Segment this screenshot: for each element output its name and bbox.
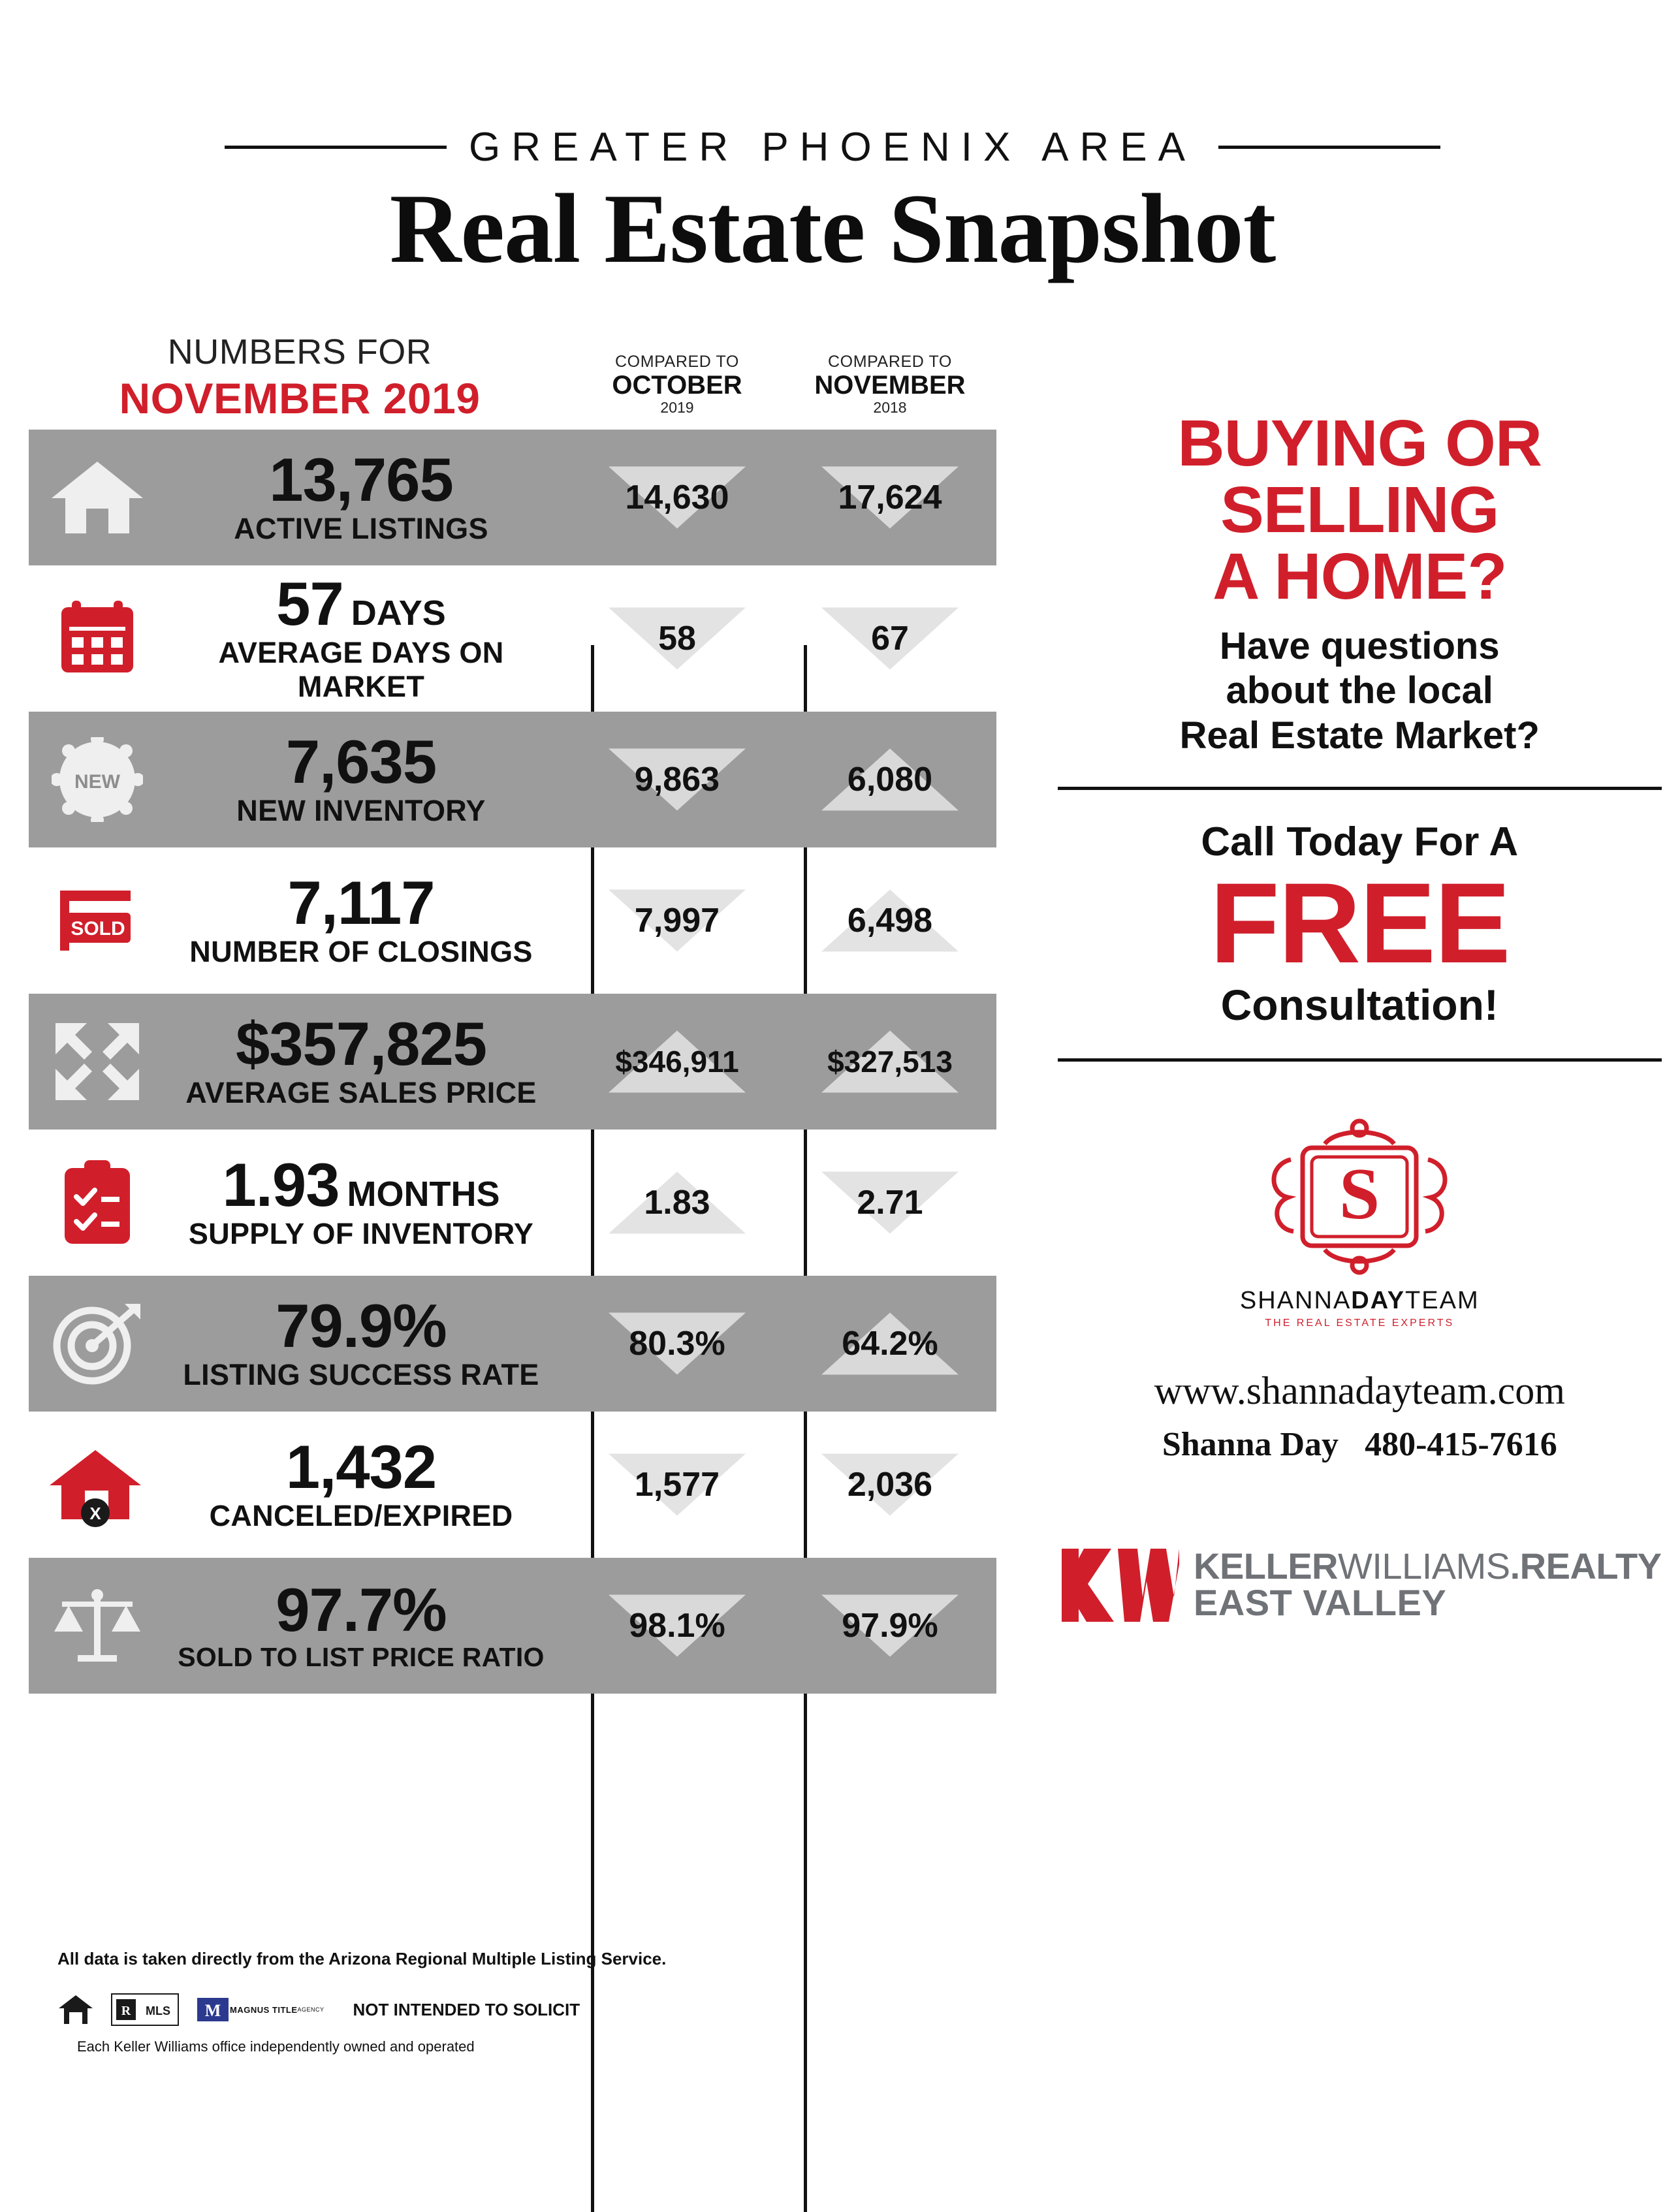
brand-name-part2: DAY	[1351, 1287, 1406, 1315]
svg-text:SOLD: SOLD	[71, 918, 125, 940]
magnus-name: MAGNUS TITLE	[230, 2004, 298, 2015]
compare-value: 17,624	[838, 479, 942, 517]
compare-header-october	[571, 353, 784, 430]
row-primary-cell	[29, 994, 571, 1130]
table-row	[0, 430, 1019, 565]
table-row	[0, 1276, 1019, 1412]
stat-label: LISTING SUCCESS RATE	[183, 1358, 539, 1392]
compare-cell-october	[571, 994, 784, 1130]
content-area	[0, 306, 1665, 1699]
call-today-text: Call Today For A	[1201, 819, 1519, 865]
stat-label: SOLD TO LIST PRICE RATIO	[178, 1641, 545, 1672]
compare-value: 58	[658, 620, 696, 658]
shanna-day-logo	[1058, 1114, 1662, 1329]
compare-header-november	[784, 353, 996, 430]
stat-unit: MONTHS	[347, 1175, 500, 1214]
kicker-rule-left	[225, 146, 447, 149]
compare-cell-november	[784, 1558, 996, 1694]
kicker-rule-right	[1218, 146, 1440, 149]
compare-cell-october	[571, 712, 784, 847]
compare-cell-october	[571, 1276, 784, 1412]
compare-year: 2019	[660, 399, 694, 417]
table-header-row	[0, 306, 1019, 430]
compare-cell-october	[571, 1417, 784, 1553]
compare-value: 6,080	[847, 761, 933, 799]
divider-bottom	[1058, 1058, 1662, 1062]
row-stat	[166, 1432, 571, 1533]
row-primary-cell	[29, 1417, 571, 1553]
compare-cell-october	[571, 1558, 784, 1694]
stat-number: 1.93	[222, 1150, 340, 1220]
stat-number: 57	[276, 569, 343, 639]
promo-headline	[1058, 407, 1662, 614]
svg-text:M: M	[204, 2001, 221, 2020]
table-row	[0, 1558, 1019, 1694]
compare-value: 2.71	[857, 1184, 923, 1222]
compare-value: 80.3%	[629, 1325, 725, 1363]
compare-year: 2018	[873, 399, 907, 417]
compare-cell-november	[784, 994, 996, 1130]
row-stat	[166, 868, 571, 969]
row-stat	[166, 1150, 571, 1251]
target-icon	[29, 1301, 166, 1386]
compare-cell-october	[571, 430, 784, 565]
compare-cell-november	[784, 853, 996, 988]
svg-text:MLS: MLS	[146, 2004, 170, 2017]
compare-cell-november	[784, 1135, 996, 1271]
compare-value: 9,863	[634, 761, 720, 799]
consultation-text: Consultation!	[1220, 981, 1498, 1030]
row-primary-cell	[29, 430, 571, 565]
compare-value: 67	[871, 620, 909, 658]
row-stat	[166, 569, 571, 704]
kicker-text: GREATER PHOENIX AREA	[468, 125, 1197, 170]
compare-value: 1.83	[644, 1184, 710, 1222]
table-row	[0, 994, 1019, 1130]
kw-williams: WILLIAMS	[1338, 1545, 1510, 1587]
table-row	[0, 853, 1019, 988]
compare-cell-november	[784, 430, 996, 565]
stat-value: 1,432	[285, 1432, 437, 1502]
agent-phone[interactable]: 480-415-7616	[1365, 1426, 1557, 1464]
row-stat	[166, 727, 571, 828]
period-header	[29, 332, 571, 430]
compare-value: 1,577	[634, 1466, 720, 1504]
page-footer	[0, 1949, 1665, 2055]
compare-cell-november	[784, 1417, 996, 1553]
table-row	[0, 1417, 1019, 1553]
kw-keller: KELLER	[1194, 1545, 1338, 1587]
equal-housing-icon	[57, 1991, 94, 2028]
kw-wordmark	[1194, 1545, 1662, 1624]
keller-williams-logo	[1058, 1542, 1662, 1627]
compare-value: 14,630	[625, 479, 729, 517]
compare-value: 7,997	[634, 902, 720, 940]
row-primary-cell	[29, 1135, 571, 1271]
row-primary-cell	[29, 1276, 571, 1412]
kw-realty: .REALTY	[1510, 1545, 1662, 1587]
stat-value: 7,635	[285, 727, 437, 797]
compare-cell-october	[571, 571, 784, 706]
compare-cell-november	[784, 571, 996, 706]
page-title: Real Estate Snapshot	[389, 174, 1276, 283]
divider-top	[1058, 787, 1662, 790]
brand-name-part3: TEAM	[1405, 1287, 1480, 1315]
table-row	[0, 712, 1019, 847]
period-label: NOVEMBER 2019	[119, 374, 481, 423]
kw-line-1	[1194, 1545, 1662, 1587]
page-header	[0, 0, 1665, 283]
clipboard-checklist-icon	[29, 1159, 166, 1247]
kicker-row	[0, 124, 1665, 170]
compare-value: 97.9%	[842, 1607, 938, 1645]
stat-value: 7,117	[287, 868, 435, 938]
compare-value: 64.2%	[842, 1325, 938, 1363]
stat-value: 97.7%	[276, 1575, 447, 1644]
compare-value: 98.1%	[629, 1607, 725, 1645]
table-row	[0, 571, 1019, 706]
promo-sub-line1: Have questions	[1219, 625, 1500, 668]
promo-subtext	[1058, 624, 1662, 758]
stat-value: 13,765	[269, 445, 453, 514]
stat-label: AVERAGE DAYS ON MARKET	[218, 636, 504, 704]
stat-label: CANCELED/EXPIRED	[209, 1499, 513, 1533]
monogram-letter: S	[1339, 1154, 1380, 1235]
table-row	[0, 1135, 1019, 1271]
stat-value	[166, 1150, 556, 1220]
promo-sub-line3: Real Estate Market?	[1179, 714, 1540, 757]
new-badge-icon	[29, 737, 166, 822]
compared-to-label: COMPARED TO	[828, 353, 952, 371]
svg-text:NEW: NEW	[74, 771, 120, 793]
calendar-icon	[29, 598, 166, 680]
compare-cell-october	[571, 853, 784, 988]
promo-headline-line1: BUYING OR	[1177, 407, 1542, 481]
row-stat	[166, 445, 571, 546]
agent-contact	[1058, 1425, 1662, 1464]
compare-value: 6,498	[847, 902, 933, 940]
compare-value: 2,036	[847, 1466, 933, 1504]
compare-value: $346,911	[615, 1045, 739, 1079]
svg-text:R: R	[121, 2004, 131, 2018]
house-x-icon	[29, 1442, 166, 1527]
row-primary-cell	[29, 571, 571, 706]
stat-value: 79.9%	[276, 1291, 447, 1361]
promo-headline-line3: A HOME?	[1213, 540, 1507, 614]
kw-mark-icon	[1058, 1542, 1182, 1627]
promo-sub-line2: about the local	[1226, 669, 1493, 712]
brand-name-part1: SHANNA	[1239, 1287, 1352, 1315]
row-primary-cell	[29, 853, 571, 988]
row-primary-cell	[29, 1558, 571, 1694]
sold-sign-icon	[29, 881, 166, 960]
stat-value: $357,825	[235, 1009, 487, 1079]
row-stat	[166, 1291, 571, 1392]
scales-icon	[29, 1583, 166, 1668]
stats-table	[0, 306, 1019, 1699]
footer-badges	[57, 1991, 1665, 2028]
row-stat	[166, 1575, 571, 1673]
agent-name: Shanna Day	[1162, 1426, 1339, 1464]
magnus-sub: AGENCY	[297, 2006, 325, 2013]
stat-unit: DAYS	[351, 593, 446, 633]
website-link[interactable]: www.shannadayteam.com	[1154, 1369, 1565, 1413]
arrows-compress-icon	[29, 1019, 166, 1104]
compare-cell-november	[784, 712, 996, 847]
compare-cell-october	[571, 1135, 784, 1271]
stat-label: ACTIVE LISTINGS	[234, 512, 488, 546]
stat-label: AVERAGE SALES PRICE	[185, 1076, 537, 1110]
stat-value	[166, 569, 556, 639]
compare-month: OCTOBER	[612, 371, 742, 400]
data-source-note: All data is taken directly from the Arizona Regional Multiple Listing Service.	[57, 1949, 667, 1968]
compared-to-label: COMPARED TO	[615, 353, 739, 371]
svg-text:X: X	[89, 1504, 101, 1524]
compare-cell-november	[784, 1276, 996, 1412]
stat-label: SUPPLY OF INVENTORY	[188, 1217, 534, 1251]
crest-icon	[1252, 1114, 1467, 1277]
free-text: FREE	[1209, 860, 1510, 988]
compare-month: NOVEMBER	[814, 371, 966, 400]
promo-panel	[1019, 306, 1665, 1627]
row-stat	[166, 1009, 571, 1110]
row-primary-cell	[29, 712, 571, 847]
brand-name	[1058, 1287, 1662, 1315]
not-intended-to-solicit: NOT INTENDED TO SOLICIT	[353, 1999, 580, 2019]
compare-value: $327,513	[827, 1045, 953, 1079]
promo-headline-line2: SELLING	[1220, 473, 1499, 547]
fine-print: Each Keller Williams office independently owned and operated	[77, 2038, 475, 2055]
kw-line-2: EAST VALLEY	[1194, 1582, 1447, 1624]
stat-label: NUMBER OF CLOSINGS	[189, 935, 533, 969]
magnus-title-icon	[196, 1997, 325, 2023]
realtor-mls-icon	[111, 1993, 179, 2026]
stat-label: NEW INVENTORY	[236, 794, 486, 828]
brand-tagline: THE REAL ESTATE EXPERTS	[1265, 1318, 1455, 1329]
house-icon	[29, 455, 166, 540]
numbers-for-label: NUMBERS FOR	[167, 332, 432, 372]
